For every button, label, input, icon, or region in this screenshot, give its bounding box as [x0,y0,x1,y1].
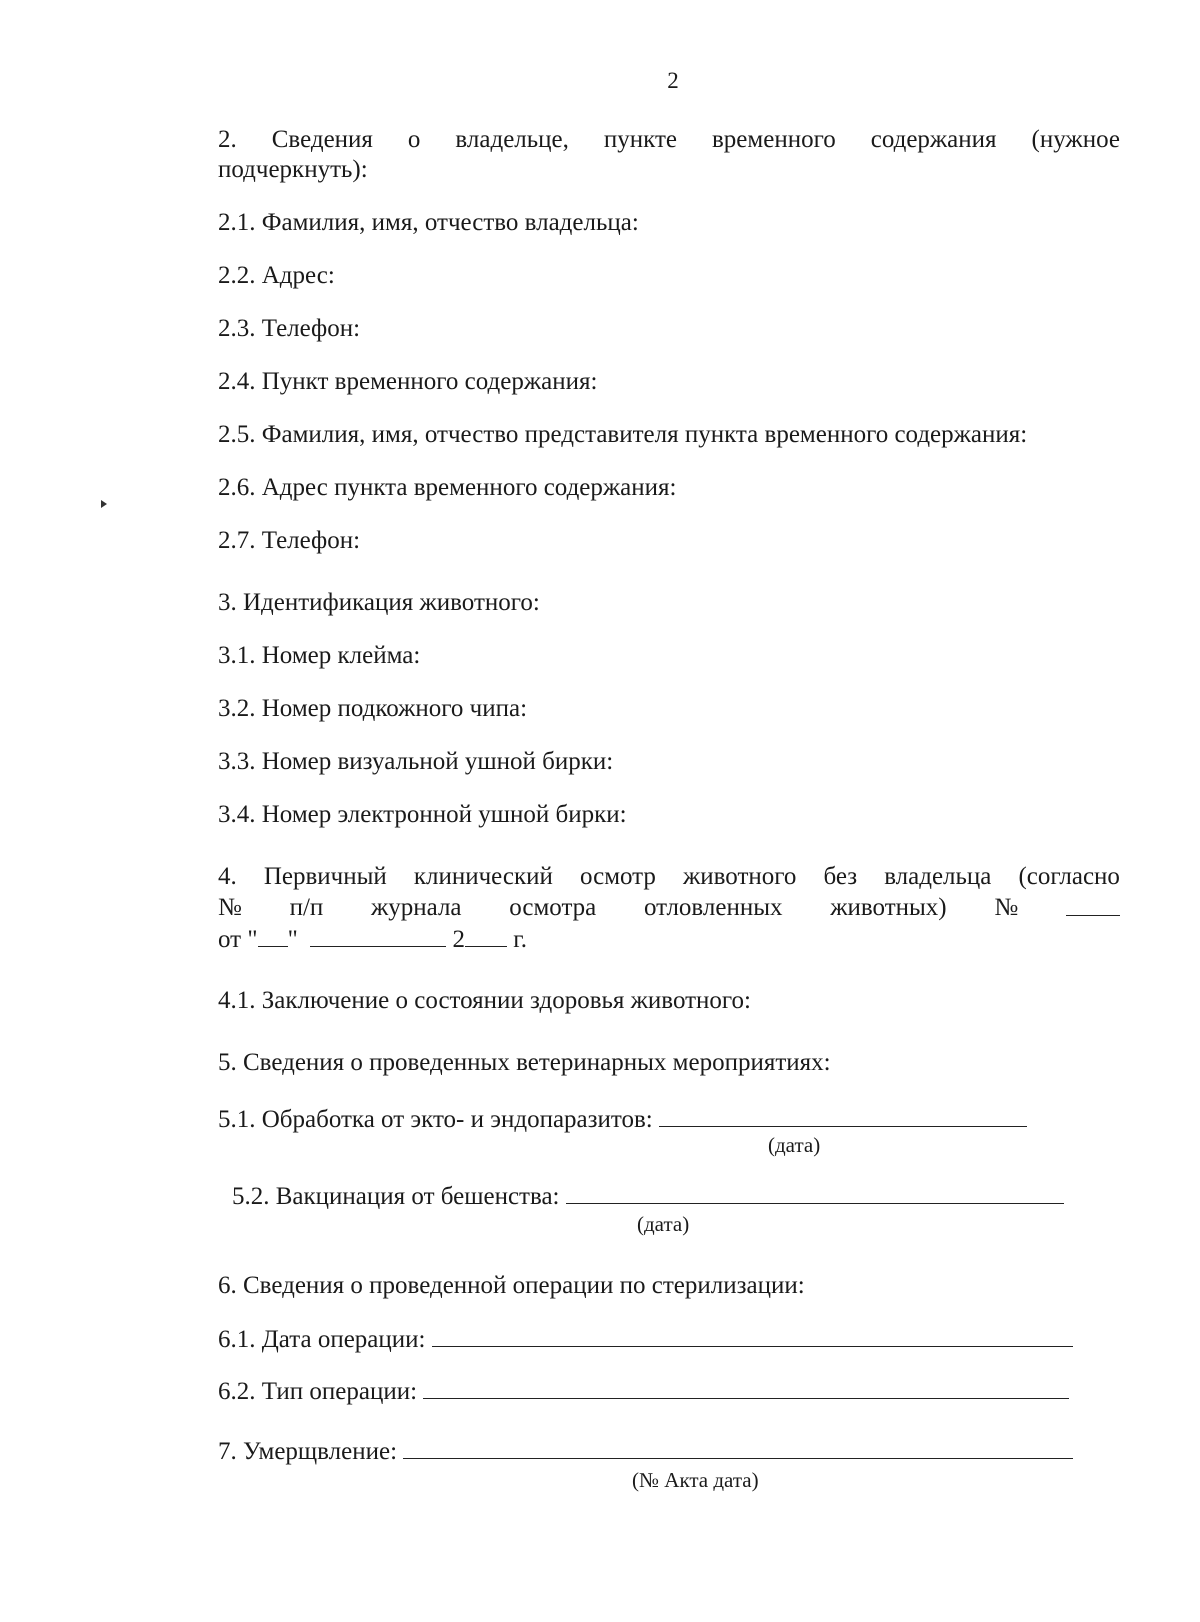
parasite-treatment-date-blank[interactable] [659,1104,1027,1127]
heading-word: владельце, [455,126,569,153]
text-word: клинический [413,863,553,890]
section-4-line-1 [218,862,1120,892]
field-visual-ear-tag: 3.3. Номер визуальной ушной бирки: [218,748,614,775]
scan-mark [101,500,107,508]
field-owner-phone: 2.3. Телефон: [218,315,361,342]
year-prefix: 2 [452,926,466,953]
text-word: Первичный [263,863,387,890]
text-word: (согласно [1018,863,1120,890]
heading-word: содержания [870,126,997,153]
text-word: п/п [289,894,324,921]
heading-word: Сведения [271,126,373,153]
operation-type-blank[interactable] [423,1376,1069,1399]
field-electronic-ear-tag: 3.4. Номер электронной ушной бирки: [218,801,627,828]
field-operation-date [218,1324,1073,1355]
date-hint: (дата) [637,1212,690,1236]
heading-word: (нужное [1031,126,1120,153]
field-owner-address: 2.2. Адрес: [218,262,335,289]
text-word: владельца [884,863,992,890]
field-shelter-rep-name: 2.5. Фамилия, имя, отчество представителя пункта временного содержания: [218,421,1028,448]
field-owner-name: 2.1. Фамилия, имя, отчество владельца: [218,209,639,236]
section-2-heading [218,125,1120,155]
text-word: животных) [830,894,947,921]
field-health-conclusion: 4.1. Заключение о состоянии здоровья животного: [218,987,751,1014]
heading-word: о [407,126,421,153]
text-word: 4. [218,863,237,890]
field-shelter: 2.4. Пункт временного содержания: [218,368,598,395]
journal-number-blank[interactable] [1066,893,1120,916]
text-word: осмотра [509,894,597,921]
field-label: 5.1. Обработка от экто- и эндопаразитов: [218,1106,653,1133]
field-operation-type [218,1376,1069,1407]
text-word: осмотр [579,863,656,890]
field-parasite-treatment [218,1104,1027,1135]
from-label: от " [218,926,258,953]
heading-word: 2. [218,126,237,153]
field-label: 7. Умерщвление: [218,1438,398,1465]
field-shelter-address: 2.6. Адрес пункта временного содержания: [218,474,677,501]
section-6-heading: 6. Сведения о проведенной операции по стерилизации: [218,1272,805,1299]
section-4-line-2 [218,893,1120,923]
quote-mark: " [287,926,298,953]
field-chip-number: 3.2. Номер подкожного чипа: [218,695,528,722]
field-shelter-phone: 2.7. Телефон: [218,527,361,554]
section-2-heading-cont: подчеркнуть): [218,156,368,183]
month-blank[interactable] [310,924,446,947]
heading-word: временного [712,126,836,153]
text-word: отловленных [643,894,783,921]
page-number: 2 [667,68,679,93]
year-blank[interactable] [465,924,507,947]
rabies-vaccination-date-blank[interactable] [566,1181,1064,1204]
field-label: 6.2. Тип операции: [218,1378,418,1405]
section-7-heading [218,1436,1073,1467]
act-hint: (№ Акта дата) [632,1468,759,1492]
text-word: журнала [370,894,462,921]
section-3-heading: 3. Идентификация животного: [218,589,540,616]
text-word: животного [682,863,797,890]
day-blank[interactable] [258,924,288,947]
euthanasia-act-blank[interactable] [403,1436,1073,1459]
field-rabies-vaccination [232,1181,1064,1212]
text-word: № [218,894,242,921]
section-5-heading: 5. Сведения о проведенных ветеринарных мероприятиях: [218,1049,831,1076]
section-4-line-3 [218,924,527,955]
field-label: 5.2. Вакцинация от бешенства: [232,1183,560,1210]
year-suffix: г. [513,926,527,953]
text-word: № [994,894,1019,921]
text-word: без [823,863,858,890]
field-brand-number: 3.1. Номер клейма: [218,642,421,669]
operation-date-blank[interactable] [432,1324,1073,1347]
heading-word: пункте [603,126,677,153]
field-label: 6.1. Дата операции: [218,1326,426,1353]
date-hint: (дата) [768,1133,821,1157]
